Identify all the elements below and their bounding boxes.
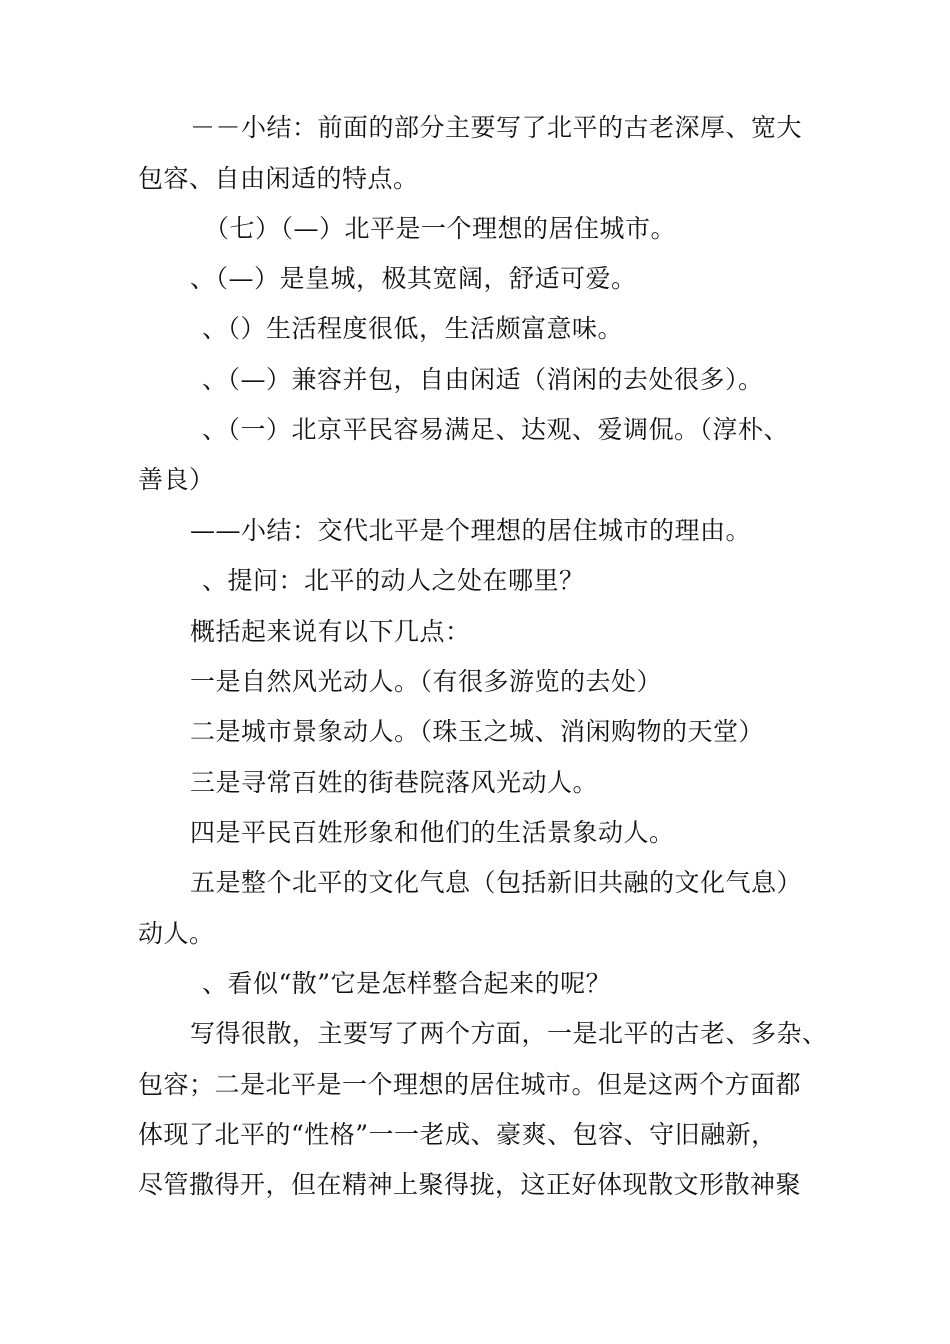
text-line-9: ——小结：交代北平是个理想的居住城市的理由。 (190, 516, 752, 545)
text-line-21: 体现了北平的“性格”一一老成、豪爽、包容、守旧融新， (138, 1120, 777, 1149)
text-line-5: 、（）生活程度很低，生活颇富意味。 (202, 314, 624, 343)
text-line-14: 三是寻常百姓的街巷院落风光动人。 (190, 768, 599, 797)
text-line-15: 四是平民百姓形象和他们的生活景象动人。 (190, 818, 675, 847)
text-line-10: 、提问：北平的动人之处在哪里？ (202, 566, 585, 595)
text-line-4: 、（—）是皇城，极其宽阔，舒适可爱。 (190, 264, 637, 293)
text-line-6: 、（—）兼容并包，自由闲适（消闲的去处很多）。 (202, 365, 764, 394)
text-line-7: 、（一）北京平民容易满足、达观、爱调侃。（淳朴、 (202, 415, 790, 444)
text-line-18: 、看似“散”它是怎样整合起来的呢？ (202, 969, 612, 998)
text-line-13: 二是城市景象动人。（珠玉之城、消闲购物的天堂） (190, 717, 765, 746)
text-line-11: 概括起来说有以下几点： (190, 617, 471, 646)
text-line-17: 动人。 (138, 919, 215, 948)
text-line-22: 尽管撒得开，但在精神上聚得拢，这正好体现散文形散神聚 (138, 1170, 802, 1199)
text-line-20: 包容；二是北平是一个理想的居住城市。但是这两个方面都 (138, 1070, 802, 1099)
text-line-19: 写得很散，主要写了两个方面，一是北平的古老、多杂、 (190, 1019, 828, 1048)
text-line-2: 包容、自由闲适的特点。 (138, 164, 419, 193)
text-line-8: 善良） (138, 465, 215, 494)
text-line-16: 五是整个北平的文化气息（包括新旧共融的文化气息） (190, 868, 803, 897)
text-line-3: （七）（—）北平是一个理想的居住城市。 (204, 214, 677, 243)
text-line-12: 一是自然风光动人。（有很多游览的去处） (190, 667, 663, 696)
text-line-1: －－小结：前面的部分主要写了北平的古老深厚、宽大 (190, 113, 803, 142)
